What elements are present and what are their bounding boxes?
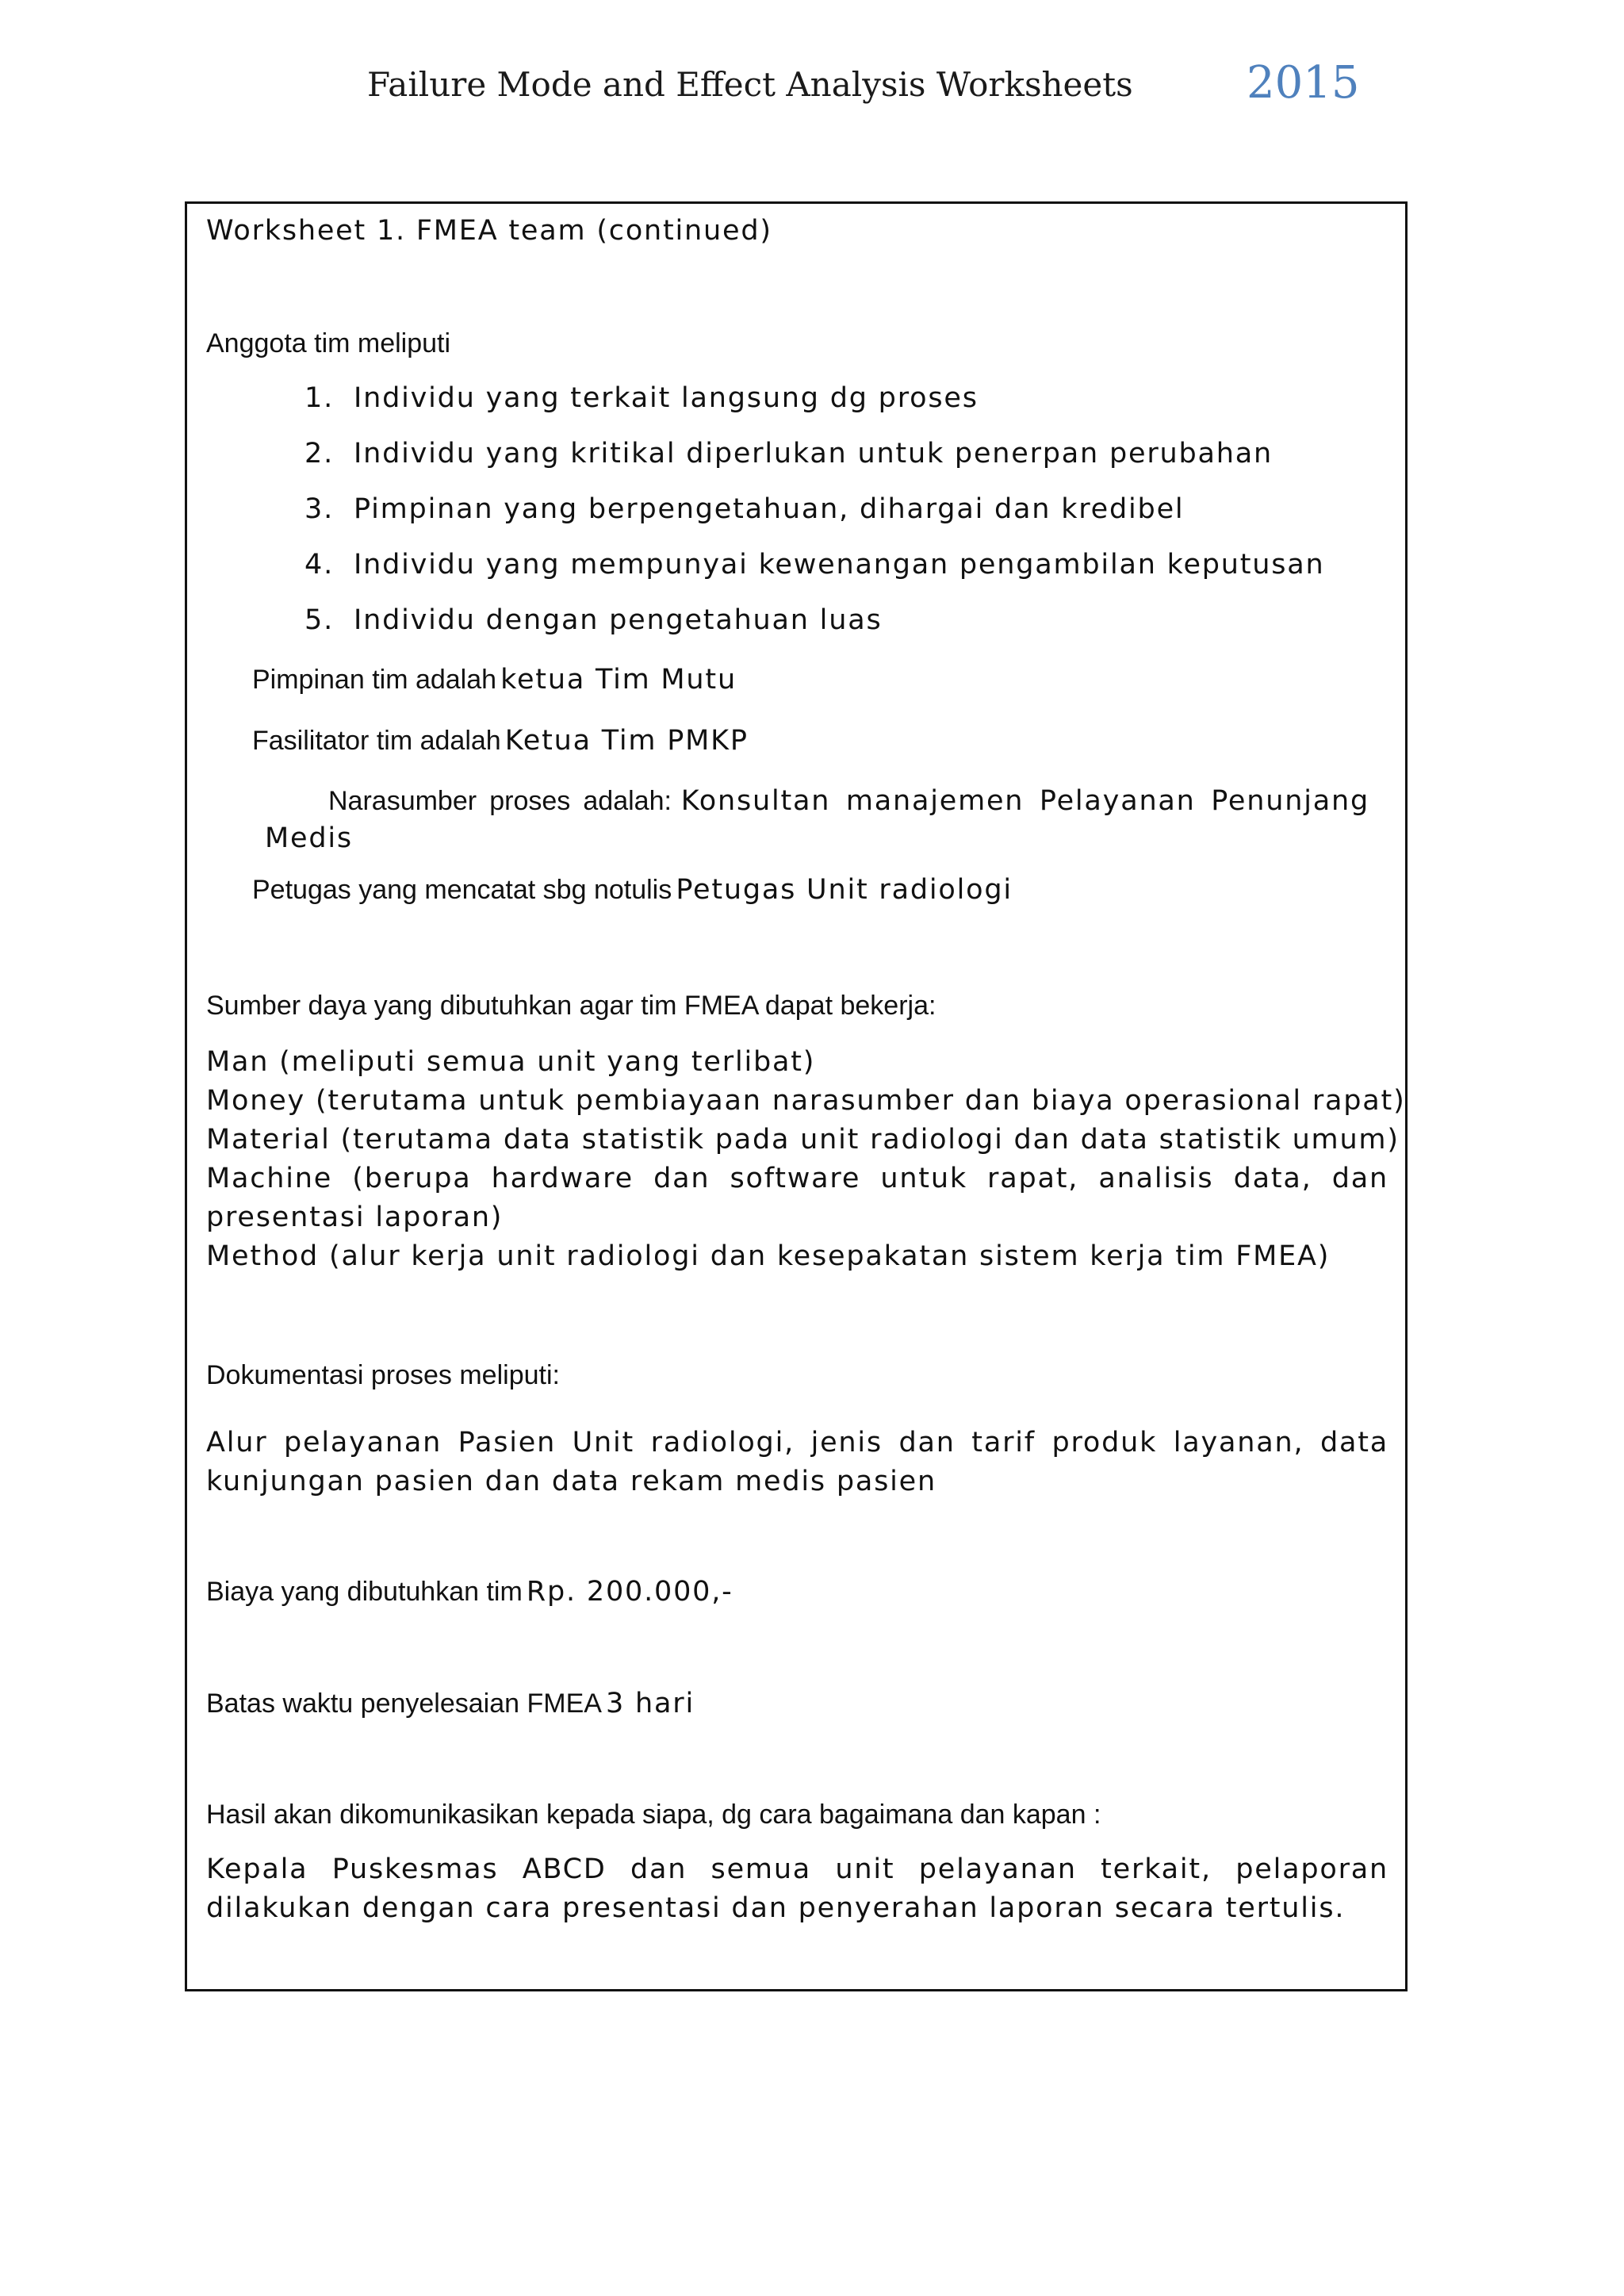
resources-label: Sumber daya yang dibutuhkan agar tim FMEA dapat bekerja: [206,991,936,1021]
documentation-text: Alur pelayanan Pasien Unit radiologi, jenis dan tarif produk layanan, data [206,1427,1388,1458]
member-item-4 [304,549,1325,581]
resource-machine-cont: presentasi laporan) [206,1202,504,1233]
page-header-year: 2015 [1247,57,1360,109]
member-item-5 [304,604,882,636]
documentation-label: Dokumentasi proses meliputi: [206,1360,560,1390]
member-item-3 [304,493,1184,525]
communication-text-cont: dilakukan dengan cara presentasi dan penyerahan laporan secara tertulis. [206,1892,1346,1924]
member-number: 3. [304,493,334,525]
note-taker-value: Petugas Unit radiologi [676,874,1013,906]
member-text: Individu yang kritikal diperlukan untuk penerpan perubahan [354,438,1273,470]
team-facilitator-value: Ketua Tim PMKP [504,725,749,757]
resource-machine: Machine (berupa hardware dan software untuk rapat, analisis data, dan [206,1163,1388,1194]
page-header-title: Failure Mode and Effect Analysis Worksheets [367,65,1133,104]
resource-money: Money (terutama untuk pembiayaan narasumber dan biaya operasional rapat) [206,1085,1406,1117]
member-text: Individu yang terkait langsung dg proses [354,382,979,414]
member-number: 1. [304,382,334,414]
resource-person-value-cont: Medis [265,822,353,854]
cost-value: Rp. 200.000,- [526,1576,733,1608]
worksheet-box [185,201,1408,1991]
deadline-label: Batas waktu penyelesaian FMEA [206,1688,602,1719]
member-item-2 [304,438,1273,470]
deadline-value: 3 hari [606,1688,695,1719]
members-label: Anggota tim meliputi [206,328,451,358]
team-leader [252,664,737,696]
team-leader-value: ketua Tim Mutu [500,664,737,696]
resource-person-label: Narasumber proses adalah: [328,786,672,816]
documentation-text-cont: kunjungan pasien dan data rekam medis pasien [206,1466,936,1497]
team-facilitator-label: Fasilitator tim adalah [252,726,501,756]
resource-person [328,785,1369,817]
resource-person-value: Konsultan manajemen Pelayanan Penunjang [680,785,1369,817]
team-facilitator [252,725,749,757]
communication-label: Hasil akan dikomunikasikan kepada siapa, dg cara bagaimana dan kapan : [206,1800,1101,1830]
cost-label: Biaya yang dibutuhkan tim [206,1577,523,1607]
member-number: 2. [304,438,334,470]
resource-method: Method (alur kerja unit radiologi dan kesepakatan sistem kerja tim FMEA) [206,1240,1331,1272]
member-number: 4. [304,549,334,581]
member-text: Pimpinan yang berpengetahuan, dihargai dan kredibel [354,493,1185,525]
team-leader-label: Pimpinan tim adalah [252,665,497,695]
member-text: Individu yang mempunyai kewenangan pengambilan keputusan [354,549,1325,581]
note-taker-label: Petugas yang mencatat sbg notulis [252,875,672,905]
deadline [206,1688,695,1719]
member-item-1 [304,382,979,414]
cost [206,1576,733,1608]
member-text: Individu dengan pengetahuan luas [354,604,883,636]
resource-material: Material (terutama data statistik pada unit radiologi dan data statistik umum) [206,1124,1400,1156]
communication-text: Kepala Puskesmas ABCD dan semua unit pelayanan terkait, pelaporan [206,1853,1388,1885]
note-taker [252,874,1013,906]
worksheet-heading: Worksheet 1. FMEA team (continued) [206,215,772,247]
member-number: 5. [304,604,334,636]
resource-man: Man (meliputi semua unit yang terlibat) [206,1046,816,1078]
